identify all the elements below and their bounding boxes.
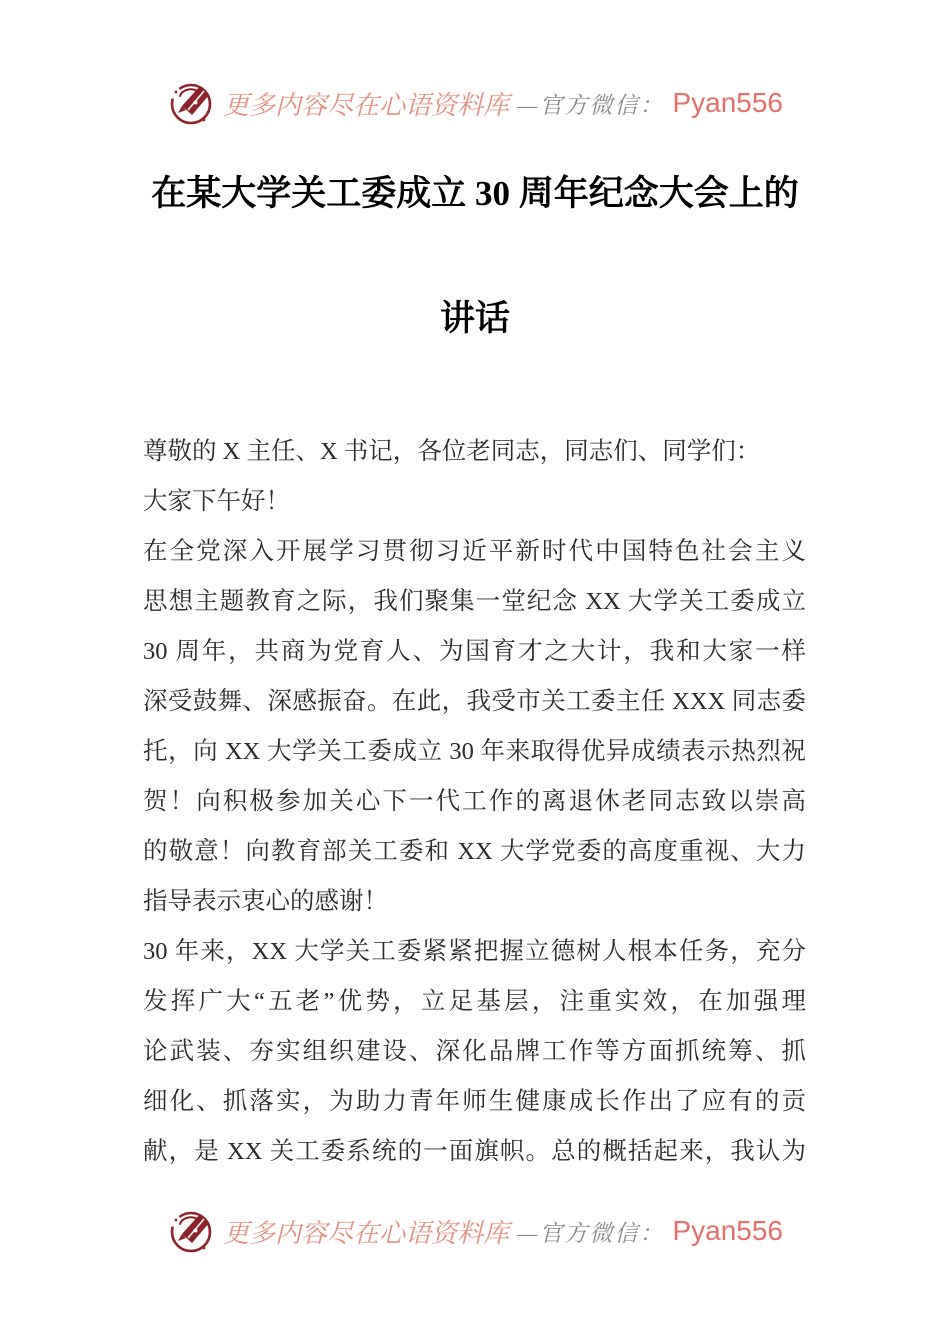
body-line (143, 827, 806, 877)
body-line-text: 尊敬的 X 主任、X 书记，各位老同志，同志们、同学们： (143, 438, 761, 465)
brand-slogan-text: 更多内容尽在心语资料库 (222, 1218, 509, 1248)
body-line-text: 论武装、夯实组织建设、深化品牌工作等方面抓统筹、抓 (143, 1038, 806, 1065)
body-line-text: 托，向 XX 大学关工委成立 30 年来取得优异成绩表示热烈祝 (143, 738, 806, 765)
body-line (143, 877, 806, 927)
body-line (143, 727, 806, 777)
body-line (143, 677, 806, 727)
body-line (143, 927, 806, 977)
body-line (143, 527, 806, 577)
body-line (143, 1077, 806, 1127)
wechat-id-text: Pyan556 (672, 87, 783, 118)
body-line-text: 指导表示衷心的感谢！ (143, 888, 388, 915)
wechat-label-text: —官方微信： (517, 92, 665, 118)
page-header (0, 79, 950, 127)
pen-nib-circle-logo-icon (167, 1207, 215, 1255)
body-line (143, 477, 806, 527)
body-line-text: 的敬意！向教育部关工委和 XX 大学党委的高度重视、大力 (143, 838, 806, 865)
body-line (143, 777, 806, 827)
body-line-text: 30 周年，共商为党育人、为国育才之大计，我和大家一样 (143, 638, 806, 665)
wechat-id-text: Pyan556 (672, 1215, 783, 1246)
title-line-1: 在某大学关工委成立 30 周年纪念大会上的 (151, 174, 799, 213)
brand-slogan-text: 更多内容尽在心语资料库 (222, 90, 509, 120)
document-title (85, 172, 865, 341)
page-footer (0, 1207, 950, 1255)
speech-body (143, 427, 806, 1177)
body-line-text: 在全党深入开展学习贯彻习近平新时代中国特色社会主义 (143, 538, 806, 565)
body-line-text: 思想主题教育之际，我们聚集一堂纪念 XX 大学关工委成立 (143, 588, 806, 615)
body-line-text: 细化、抓落实，为助力青年师生健康成长作出了应有的贡 (143, 1088, 806, 1115)
body-line-text: 献，是 XX 关工委系统的一面旗帜。总的概括起来，我认为 (143, 1138, 806, 1165)
body-line (143, 427, 806, 477)
body-line-text: 贺！向积极参加关心下一代工作的离退休老同志致以崇高 (143, 788, 806, 815)
title-line-2: 讲话 (439, 299, 510, 338)
body-line-text: 大家下午好！ (143, 488, 290, 515)
body-line (143, 1127, 806, 1177)
body-line-text: 发挥广大“五老”优势，立足基层，注重实效，在加强理 (143, 988, 806, 1015)
pen-nib-circle-logo-icon (167, 79, 215, 127)
body-line-text: 30 年来，XX 大学关工委紧紧把握立德树人根本任务，充分 (143, 938, 806, 965)
body-line (143, 577, 806, 627)
body-line-text: 深受鼓舞、深感振奋。在此，我受市关工委主任 XXX 同志委 (143, 688, 806, 715)
wechat-label-text: —官方微信： (517, 1220, 665, 1246)
body-line (143, 977, 806, 1027)
body-line (143, 1027, 806, 1077)
body-line (143, 627, 806, 677)
